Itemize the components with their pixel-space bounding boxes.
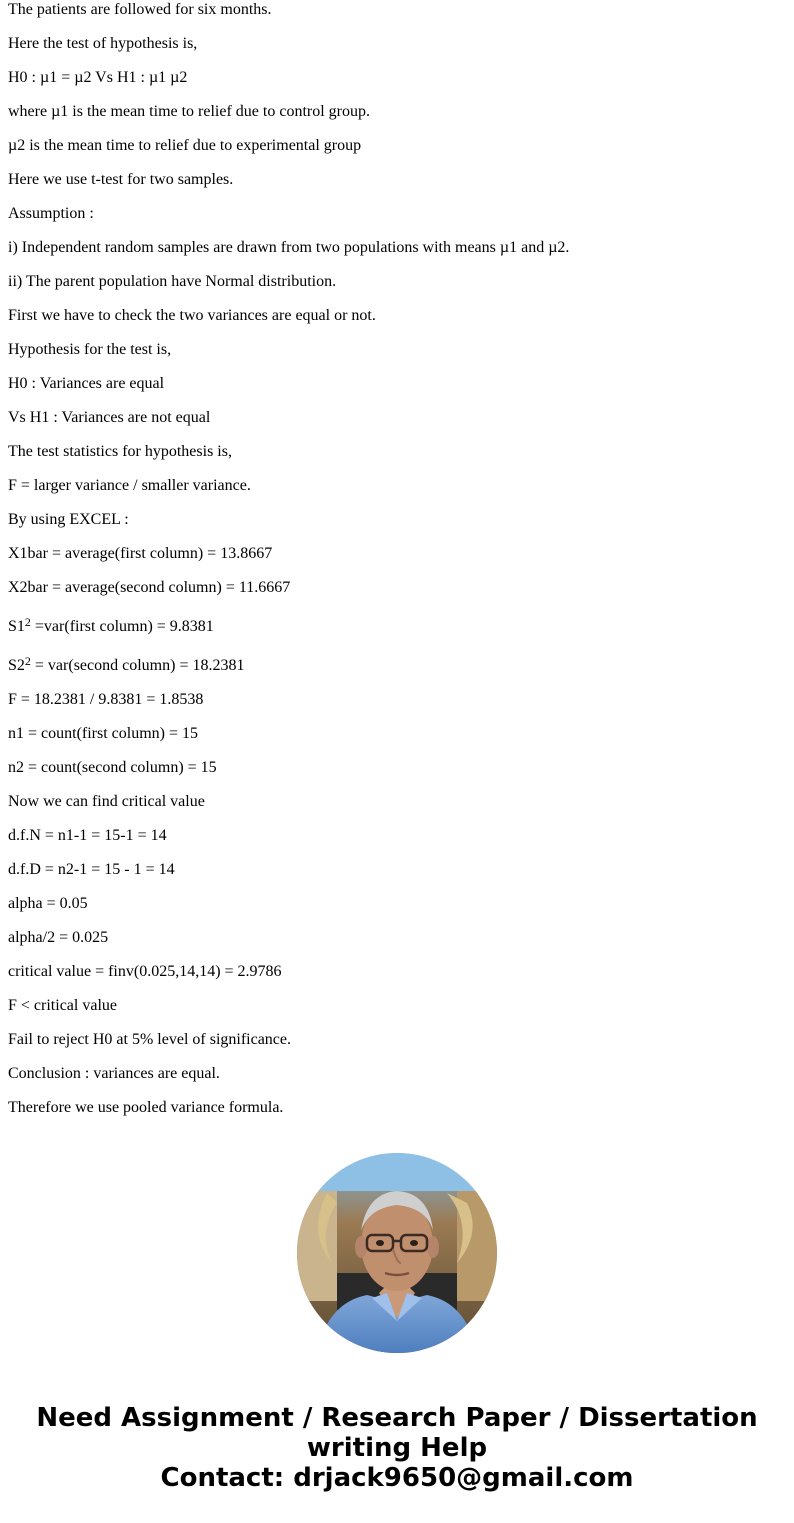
- text-line: alpha = 0.05: [8, 895, 88, 912]
- text-line: alpha/2 = 0.025: [8, 929, 109, 946]
- cta-contact-email: Contact: drjack9650@gmail.com: [160, 1463, 634, 1493]
- text-line: The test statistics for hypothesis is,: [8, 443, 232, 460]
- text-line: First we have to check the two variances are equal or not.: [8, 307, 376, 324]
- text-line: X2bar = average(second column) = 11.6667: [8, 579, 291, 596]
- text-line: H0 : µ1 = µ2 Vs H1 : µ1 µ2: [8, 69, 188, 86]
- text-line: Assumption :: [8, 205, 94, 222]
- text-line: The patients are followed for six months.: [8, 1, 272, 18]
- s1-text: =var(first column) = 9.8381: [30, 618, 214, 635]
- text-line: By using EXCEL :: [8, 511, 129, 528]
- text-line: Hypothesis for the test is,: [8, 341, 172, 358]
- text-line: Here we use t-test for two samples.: [8, 171, 234, 188]
- text-line: F = larger variance / smaller variance.: [8, 477, 251, 494]
- text-line: critical value = finv(0.025,14,14) = 2.9786: [8, 963, 282, 980]
- text-line: Here the test of hypothesis is,: [8, 35, 198, 52]
- s2-exponent: 2: [24, 654, 31, 668]
- text-line: d.f.D = n2-1 = 15 - 1 = 14: [8, 861, 175, 878]
- text-line: F < critical value: [8, 997, 117, 1014]
- text-line: X1bar = average(first column) = 13.8667: [8, 545, 273, 562]
- s2-text: = var(second column) = 18.2381: [30, 657, 245, 674]
- text-line: H0 : Variances are equal: [8, 375, 165, 392]
- text-line: Conclusion : variances are equal.: [8, 1065, 220, 1082]
- text-line: Now we can find critical value: [8, 793, 205, 810]
- text-line: n1 = count(first column) = 15: [8, 725, 199, 742]
- text-line: Fail to reject H0 at 5% level of significance.: [8, 1031, 292, 1048]
- variance-s1-line: [8, 617, 786, 656]
- text-line: µ2 is the mean time to relief due to experimental group: [8, 137, 362, 154]
- text-line: n2 = count(second column) = 15: [8, 759, 217, 776]
- text-line: ii) The parent population have Normal distribution.: [8, 273, 337, 290]
- s2-base: S2: [8, 657, 25, 674]
- cta-line-1: Need Assignment / Research Paper / Dissertation: [36, 1403, 758, 1433]
- cta-line-2: writing Help: [306, 1433, 488, 1463]
- variance-s2-line: [8, 656, 786, 690]
- text-line: i) Independent random samples are drawn from two populations with means µ1 and µ2.: [8, 239, 570, 256]
- avatar-portrait: [297, 1153, 497, 1353]
- text-line: F = 18.2381 / 9.8381 = 1.8538: [8, 691, 204, 708]
- text-line: Therefore we use pooled variance formula.: [8, 1099, 284, 1116]
- contact-banner: [0, 1403, 794, 1493]
- s1-exponent: 2: [24, 615, 31, 629]
- text-line: d.f.N = n1-1 = 15-1 = 14: [8, 827, 167, 844]
- text-line: where µ1 is the mean time to relief due to control group.: [8, 103, 370, 120]
- text-line: Vs H1 : Variances are not equal: [8, 409, 211, 426]
- tutor-avatar: [297, 1153, 497, 1353]
- s1-base: S1: [8, 618, 25, 635]
